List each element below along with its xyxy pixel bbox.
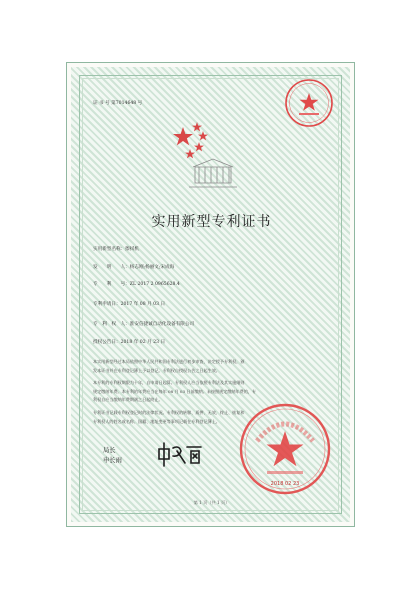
- paragraph-line: 本专利的专利权期限为十年，自申请日起算。专利权人应当依照专利法及其实施细则: [93, 380, 245, 385]
- paragraph-line: 利权自应当缴纳年费期满之日起终止。: [93, 397, 163, 403]
- page-number: 第 1 页（共 1 页）: [193, 500, 230, 505]
- field-label: 实用新型名称：: [93, 247, 126, 252]
- director-title: 局长: [103, 447, 116, 454]
- field-grant-date: [93, 339, 165, 345]
- paragraph-line: 发本证书并在专利登记簿上予以登记。专利权自授权公告之日起生效。: [93, 367, 220, 373]
- field-label: 专 利 权 人：: [93, 322, 130, 327]
- national-emblem-icon: [159, 119, 249, 197]
- signature-image: [155, 439, 205, 469]
- patent-certificate: [66, 62, 355, 527]
- certificate-title: 实用新型专利证书: [151, 214, 272, 230]
- seal-date-mark: 2018 02 23: [270, 481, 300, 487]
- field-patentee: [93, 321, 194, 327]
- small-red-seal-icon: [283, 77, 335, 129]
- bureau-director-block: [103, 446, 122, 466]
- field-inventor: [93, 264, 174, 270]
- field-value: 淮安信捷诚自动化设备有限公司: [129, 322, 195, 327]
- field-label: 专 利 号：: [93, 282, 130, 287]
- field-utility-model-name: [93, 246, 139, 252]
- field-label: 专利申请日：: [93, 302, 121, 307]
- field-application-date: [93, 301, 165, 307]
- field-label: 发 明 人：: [93, 265, 130, 270]
- field-value: 2018 年 02 月 23 日: [120, 340, 166, 345]
- field-patent-number: [93, 281, 180, 287]
- state-ip-office-seal-icon: [237, 401, 333, 497]
- paragraph-line: 本实用新型经过本局依照中华人民共和国专利法进行初步审查，决定授予专利权，颁: [93, 359, 245, 364]
- field-value: ZL 2017 2 0965628.4: [129, 282, 180, 287]
- paragraph-grant: [93, 358, 331, 375]
- paragraph-line: 规定缴纳年费。本专利的年费应当在每年 08 月 03 日前缴纳。未按照规定缴纳年费的，专: [93, 388, 256, 394]
- director-name: 申长雨: [103, 457, 122, 464]
- certificate-number: 证 书 号 第7014648 号: [93, 101, 143, 106]
- paragraph-line: 专利权人的姓名或名称、国籍、地址变更等事项记载在专利登记簿上。: [93, 418, 220, 424]
- field-label: 授权公告日：: [93, 340, 121, 345]
- paragraph-line: 专利证书记载专利权登记时的法律状况。专利权的转移、质押、无效、终止、恢复和: [93, 410, 245, 415]
- field-value: 杨志刚;杨丽文;宋成海: [129, 265, 175, 270]
- field-value: 2017 年 08 月 03 日: [120, 302, 166, 307]
- field-value: 擦拭机: [125, 247, 139, 252]
